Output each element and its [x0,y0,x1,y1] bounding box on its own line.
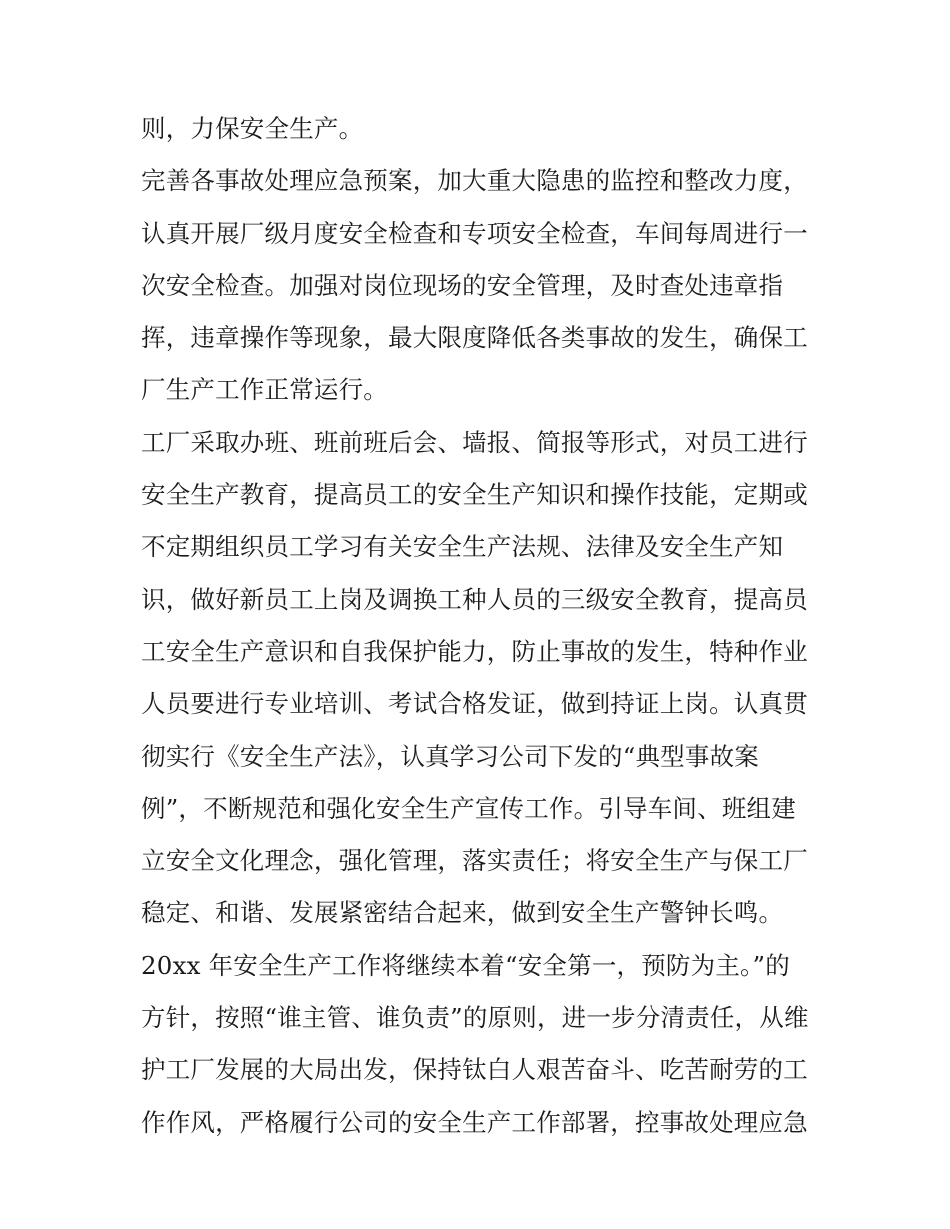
text-line: 完善各事故处理应急预案，加大重大隐患的监控和整改力度， [141,166,808,196]
text-line: 彻实行《安全生产法》，认真学习公司下发的“典型事故案 [141,741,759,771]
text-line: 作作风，严格履行公司的安全生产工作部署，控事故处理应急 [141,1107,808,1137]
body-text [141,103,831,1149]
text-line: 识，做好新员工上岗及调换工种人员的三级安全教育，提高员 [141,584,808,614]
text-line: 厂生产工作正常运行。 [141,375,388,405]
text-line: 20xx 年安全生产工作将继续本着“安全第一，预防为主。”的 [141,950,790,980]
text-line: 认真开展厂级月度安全检查和专项安全检查，车间每周进行一 [141,218,808,248]
text-line: 不定期组织员工学习有关安全生产法规、法律及安全生产知 [141,532,784,562]
text-line: 工安全生产意识和自我保护能力，防止事故的发生，特种作业 [141,636,808,666]
text-line: 工厂采取办班、班前班后会、墙报、简报等形式，对员工进行 [141,427,808,457]
text-line: 人员要进行专业培训、考试合格发证，做到持证上岗。认真贯 [141,689,808,719]
text-line: 护工厂发展的大局出发，保持钛白人艰苦奋斗、吃苦耐劳的工 [141,1055,808,1085]
text-line: 次安全检查。加强对岗位现场的安全管理，及时查处违章指 [141,270,784,300]
text-line: 例”，不断规范和强化安全生产宣传工作。引导车间、班组建 [141,793,796,823]
text-line: 挥，违章操作等现象，最大限度降低各类事故的发生，确保工 [141,323,808,353]
text-line: 立安全文化理念，强化管理，落实责任；将安全生产与保工厂 [141,846,808,876]
text-line: 稳定、和谐、发展紧密结合起来，做到安全生产警钟长鸣。 [141,898,784,928]
text-line: 则，力保安全生产。 [141,114,364,143]
text-line: 安全生产教育，提高员工的安全生产知识和操作技能，定期或 [141,480,808,510]
text-line: 方针，按照“谁主管、谁负责”的原则，进一步分清责任，从维 [141,1003,809,1033]
